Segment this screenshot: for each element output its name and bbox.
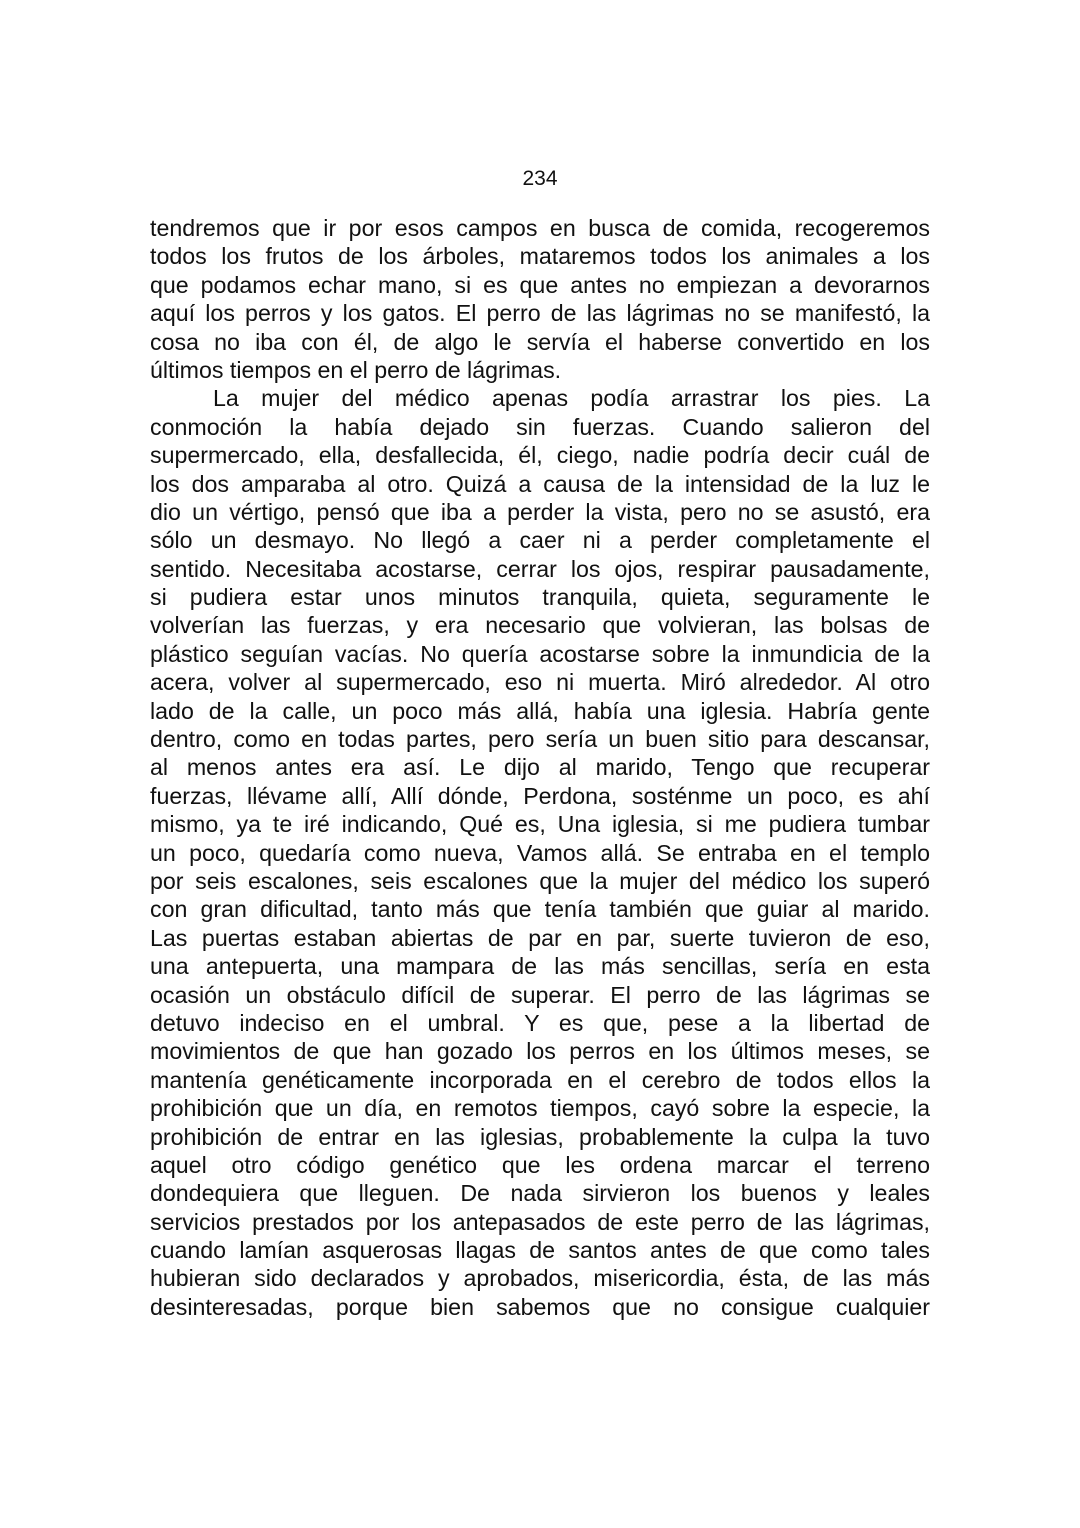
text-line: una antepuerta, una mampara de las más sencillas, sería en esta <box>150 953 930 980</box>
text-line: ocasión un obstáculo difícil de superar. El perro de las lágrimas se <box>150 981 930 1008</box>
text-line: fuerzas, llévame allí, Allí dónde, Perdona, sosténme un poco, es ahí <box>150 782 930 809</box>
text-line: aquel otro código genético que les ordena marcar el terreno <box>150 1151 930 1178</box>
text-line: prohibición de entrar en las iglesias, probablemente la culpa la tuvo <box>150 1123 930 1150</box>
text-line: movimientos de que han gozado los perros en los últimos meses, se <box>150 1038 930 1065</box>
text-line: Las puertas estaban abiertas de par en par, suerte tuvieron de eso, <box>150 924 930 951</box>
text-line: todos los frutos de los árboles, mataremos todos los animales a los <box>150 243 930 270</box>
text-line: volverían las fuerzas, y era necesario que volvieran, las bolsas de <box>150 612 930 639</box>
body-text <box>150 214 930 1321</box>
text-line: hubieran sido declarados y aprobados, misericordia, ésta, de las más <box>150 1265 930 1292</box>
text-line: detuvo indeciso en el umbral. Y es que, pese a la libertad de <box>150 1009 930 1036</box>
text-line-paragraph-start: La mujer del médico apenas podía arrastrar los pies. La <box>213 385 930 412</box>
text-line: si pudiera estar unos minutos tranquila, quieta, seguramente le <box>150 584 930 611</box>
text-line: sentido. Necesitaba acostarse, cerrar los ojos, respirar pausadamente, <box>150 555 930 582</box>
text-line: con gran dificultad, tanto más que tenía también que guiar al marido. <box>150 896 930 923</box>
text-line: acera, volver al supermercado, eso ni muerta. Miró alrededor. Al otro <box>150 669 930 696</box>
text-line-paragraph-end: últimos tiempos en el perro de lágrimas. <box>150 356 562 383</box>
text-line: desinteresadas, porque bien sabemos que no consigue cualquier <box>150 1293 930 1320</box>
text-line: dentro, como en todas partes, pero sería un buen sitio para descansar, <box>150 726 930 753</box>
text-line: que podamos echar mano, si es que antes no empiezan a devorarnos <box>150 271 930 298</box>
text-line: servicios prestados por los antepasados de este perro de las lágrimas, <box>150 1208 930 1235</box>
text-line: mantenía genéticamente incorporada en el cerebro de todos ellos la <box>150 1066 930 1093</box>
text-line: aquí los perros y los gatos. El perro de las lágrimas no se manifestó, la <box>150 300 930 327</box>
text-line: los dos amparaba al otro. Quizá a causa de la intensidad de la luz le <box>150 470 930 497</box>
text-line: cuando lamían asquerosas llagas de santos antes de que como tales <box>150 1237 930 1264</box>
text-line: mismo, ya te iré indicando, Qué es, Una iglesia, si me pudiera tumbar <box>150 811 930 838</box>
text-line: sólo un desmayo. No llegó a caer ni a perder completamente el <box>150 527 930 554</box>
text-line: conmoción la había dejado sin fuerzas. Cuando salieron del <box>150 413 930 440</box>
text-line: plástico seguían vacías. No quería acostarse sobre la inmundicia de la <box>150 640 930 667</box>
text-line: dio un vértigo, pensó que iba a perder la vista, pero no se asustó, era <box>150 498 930 525</box>
text-line: supermercado, ella, desfallecida, él, ciego, nadie podría decir cuál de <box>150 442 930 469</box>
text-line: un poco, quedaría como nueva, Vamos allá. Se entraba en el templo <box>150 839 930 866</box>
text-line: dondequiera que lleguen. De nada sirvieron los buenos y leales <box>150 1180 930 1207</box>
text-line: al menos antes era así. Le dijo al marido, Tengo que recuperar <box>150 754 930 781</box>
text-line: lado de la calle, un poco más allá, había una iglesia. Habría gente <box>150 697 930 724</box>
page-number: 234 <box>522 167 558 190</box>
text-line: cosa no iba con él, de algo le servía el haberse convertido en los <box>150 328 930 355</box>
text-line: prohibición que un día, en remotos tiempos, cayó sobre la especie, la <box>150 1095 930 1122</box>
text-line: por seis escalones, seis escalones que la mujer del médico los superó <box>150 867 930 894</box>
text-line: tendremos que ir por esos campos en busca de comida, recogeremos <box>150 215 930 241</box>
